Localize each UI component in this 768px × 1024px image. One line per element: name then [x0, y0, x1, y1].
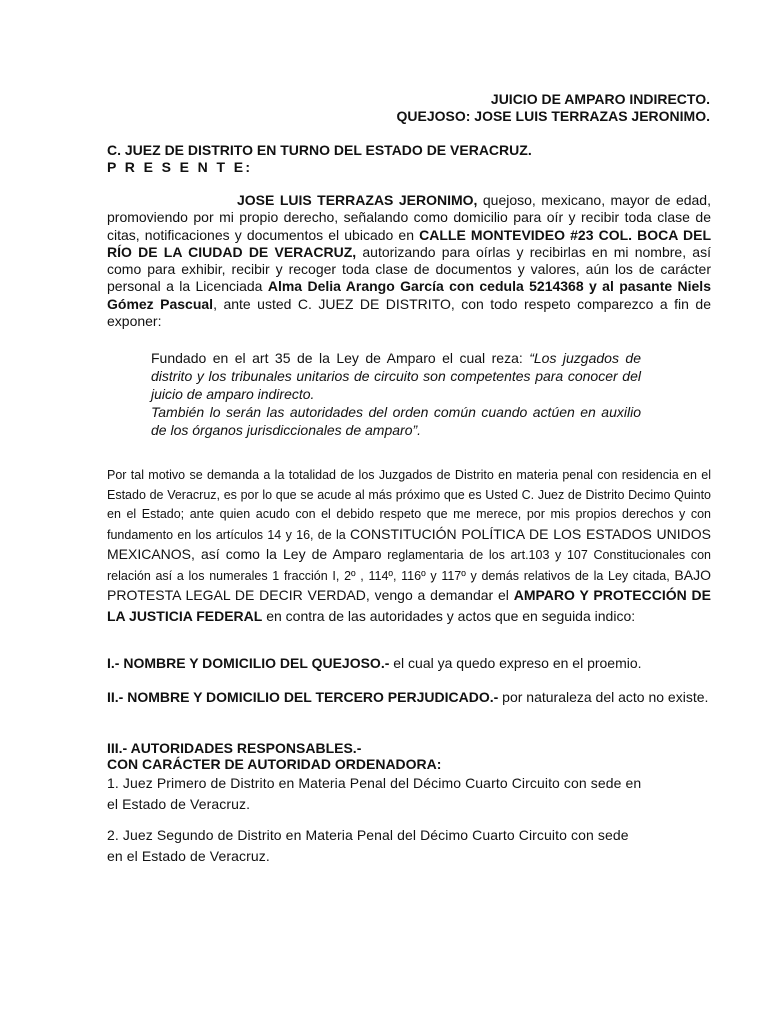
header-case-type: JUICIO DE AMPARO INDIRECTO. — [490, 91, 710, 107]
plaintiff-name: JOSE LUIS TERRAZAS JERONIMO, — [237, 192, 478, 208]
intro-text-1: quejoso, mexicano, mayor de edad, promoviendo por mi propio derecho, señalando como domicilio para oír y recibir toda clase de citas, notificaciones y documentos el ubicado en — [107, 192, 711, 243]
motivo-constitution: CONSTITUCIÓN POLÍTICA DE LOS ESTADOS UNIDOS MEXICANOS, así como la Ley de Amparo — [107, 525, 711, 562]
intro-text-2: autorizando para oírlas y recibirlas en mi nombre, así como para exhibir, recibir y recoger toda clase de documentos y valores, aún los de carácter personal a la Licenciada — [107, 243, 711, 295]
authorized-persons: Alma Delia Arango García con cedula 5214368 y al pasante Niels Gómez Pascual — [107, 278, 711, 312]
section-tercero-text: por naturaleza del acto no existe. — [498, 689, 709, 705]
legal-quote — [151, 349, 641, 439]
section-autoridades-subtitle: CON CARÁCTER DE AUTORIDAD ORDENADORA: — [107, 756, 442, 772]
quote-italic-1: “Los juzgados de distrito y los tribunales unitarios de circuito son competentes para conocer del juicio de amparo indirecto. — [151, 350, 641, 402]
intro-text-3: , ante usted C. JUEZ DE DISTRITO, con todo respeto comparezco a fin de exponer: — [107, 295, 711, 330]
addressee-presente: P R E S E N T E: — [107, 159, 253, 175]
section-autoridades-title: III.- AUTORIDADES RESPONSABLES.- — [107, 740, 362, 756]
section-tercero-title: II.- NOMBRE Y DOMICILIO DEL TERCERO PERJUDICADO.- — [107, 689, 499, 705]
section-quejoso-text: el cual ya quedo expreso en el proemio. — [389, 655, 642, 671]
intro-paragraph — [107, 192, 711, 330]
motivo-text-3: en contra de las autoridades y actos que en seguida indico: — [262, 607, 636, 624]
section-quejoso — [107, 655, 711, 673]
motivo-text-1: Por tal motivo se demanda a la totalidad de los Juzgados de Distrito en materia penal con residencia en el Estado de Veracruz, es por lo que se acude al más próximo que es Usted C. Juez de Distrito Decimo Quinto en el Estado; ante quien acudo con el debido respeto que me merece, por mis propios derechos y con fundamento en los artículos 14 y 16, de la — [107, 468, 711, 542]
quote-italic-2: También lo serán las autoridades del orden común cuando actúen en auxilio de los órganos jurisdiccionales de amparo”. — [151, 404, 641, 438]
header-plaintiff: QUEJOSO: JOSE LUIS TERRAZAS JERONIMO. — [396, 108, 710, 124]
section-quejoso-title: I.- NOMBRE Y DOMICILIO DEL QUEJOSO.- — [107, 655, 390, 671]
authority-item: 2. Juez Segundo de Distrito en Materia Penal del Décimo Cuarto Circuito con sede en el Estado de Veracruz. — [107, 827, 629, 864]
section-autoridades — [107, 740, 711, 772]
motivo-amparo: AMPARO Y PROTECCIÓN DE LA JUSTICIA FEDERAL — [107, 587, 711, 624]
authority-item: 1. Juez Primero de Distrito en Materia Penal del Décimo Cuarto Circuito con sede en el Estado de Veracruz. — [107, 775, 642, 812]
quote-lead: Fundado en el art 35 de la Ley de Amparo el cual reza: — [151, 350, 530, 366]
addressee-judge: C. JUEZ DE DISTRITO EN TURNO DEL ESTADO DE VERACRUZ. — [107, 142, 532, 158]
motivo-text-2: reglamentaria de los art.103 y 107 Constitucionales con relación así a los numerales 1 fracción I, 2º , 114º, 116º y 117º y demás relativos de la Ley citada, — [107, 548, 711, 583]
plaintiff-address: CALLE MONTEVIDEO #23 COL. BOCA DEL RÍO DE LA CIUDAD DE VERACRUZ, — [107, 226, 711, 260]
section-tercero — [107, 689, 711, 707]
motivo-protest: BAJO PROTESTA LEGAL DE DECIR VERDAD, vengo a demandar el — [107, 566, 711, 603]
motivo-paragraph — [107, 466, 711, 627]
